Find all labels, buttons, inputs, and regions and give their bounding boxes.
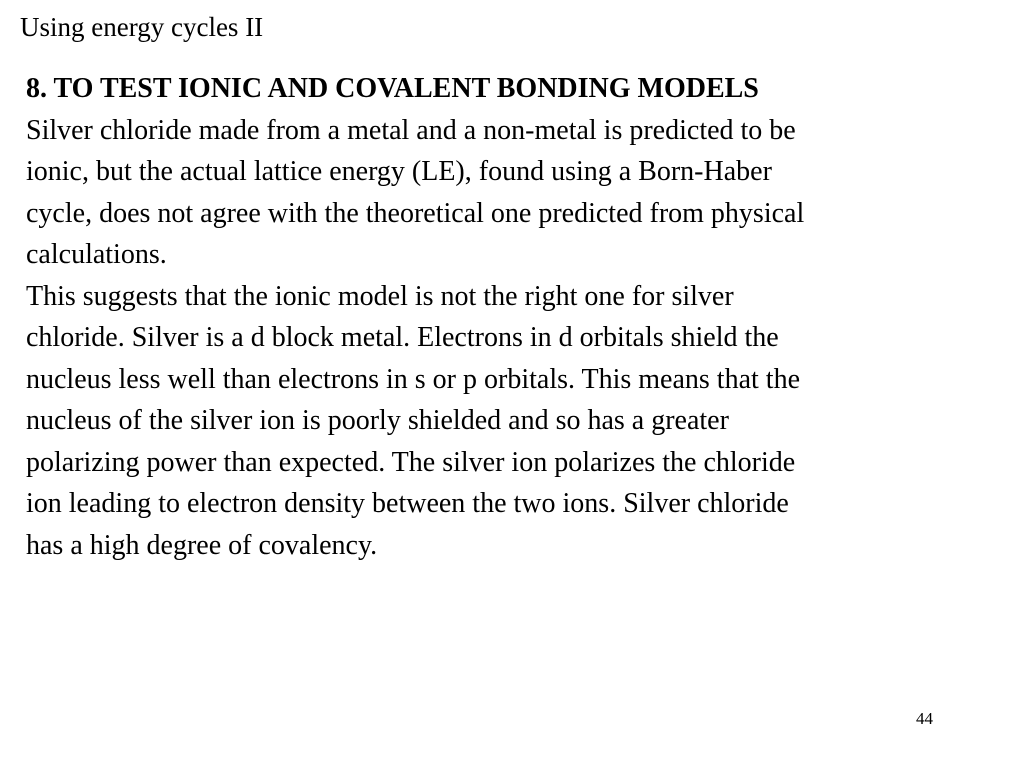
slide-title: Using energy cycles II xyxy=(20,12,264,42)
paragraph-line: ion leading to electron density between the two ions. Silver chloride xyxy=(26,488,789,519)
paragraph-line: This suggests that the ionic model is not the right one for silver xyxy=(26,280,734,312)
page-number: 44 xyxy=(916,709,933,728)
paragraph-line: chloride. Silver is a d block metal. Electrons in d orbitals shield the xyxy=(26,322,779,353)
section-heading: 8. TO TEST IONIC AND COVALENT BONDING MODELS xyxy=(26,73,759,104)
slide-content xyxy=(26,68,996,566)
paragraph-lattice-energy xyxy=(26,110,996,276)
paragraph-covalency xyxy=(26,276,996,567)
paragraph-line: calculations. xyxy=(26,239,167,270)
paragraph-line: polarizing power than expected. The silver ion polarizes the chloride xyxy=(26,446,796,478)
paragraph-line: Silver chloride made from a metal and a non-metal is predicted to be xyxy=(26,114,796,146)
paragraph-line: cycle, does not agree with the theoretical one predicted from physical xyxy=(26,197,805,229)
paragraph-line: nucleus of the silver ion is poorly shielded and so has a greater xyxy=(26,405,729,436)
paragraph-line: ionic, but the actual lattice energy (LE), found using a Born-Haber xyxy=(26,156,772,187)
paragraph-line: nucleus less well than electrons in s or p orbitals. This means that the xyxy=(26,363,800,395)
paragraph-line: has a high degree of covalency. xyxy=(26,529,378,561)
